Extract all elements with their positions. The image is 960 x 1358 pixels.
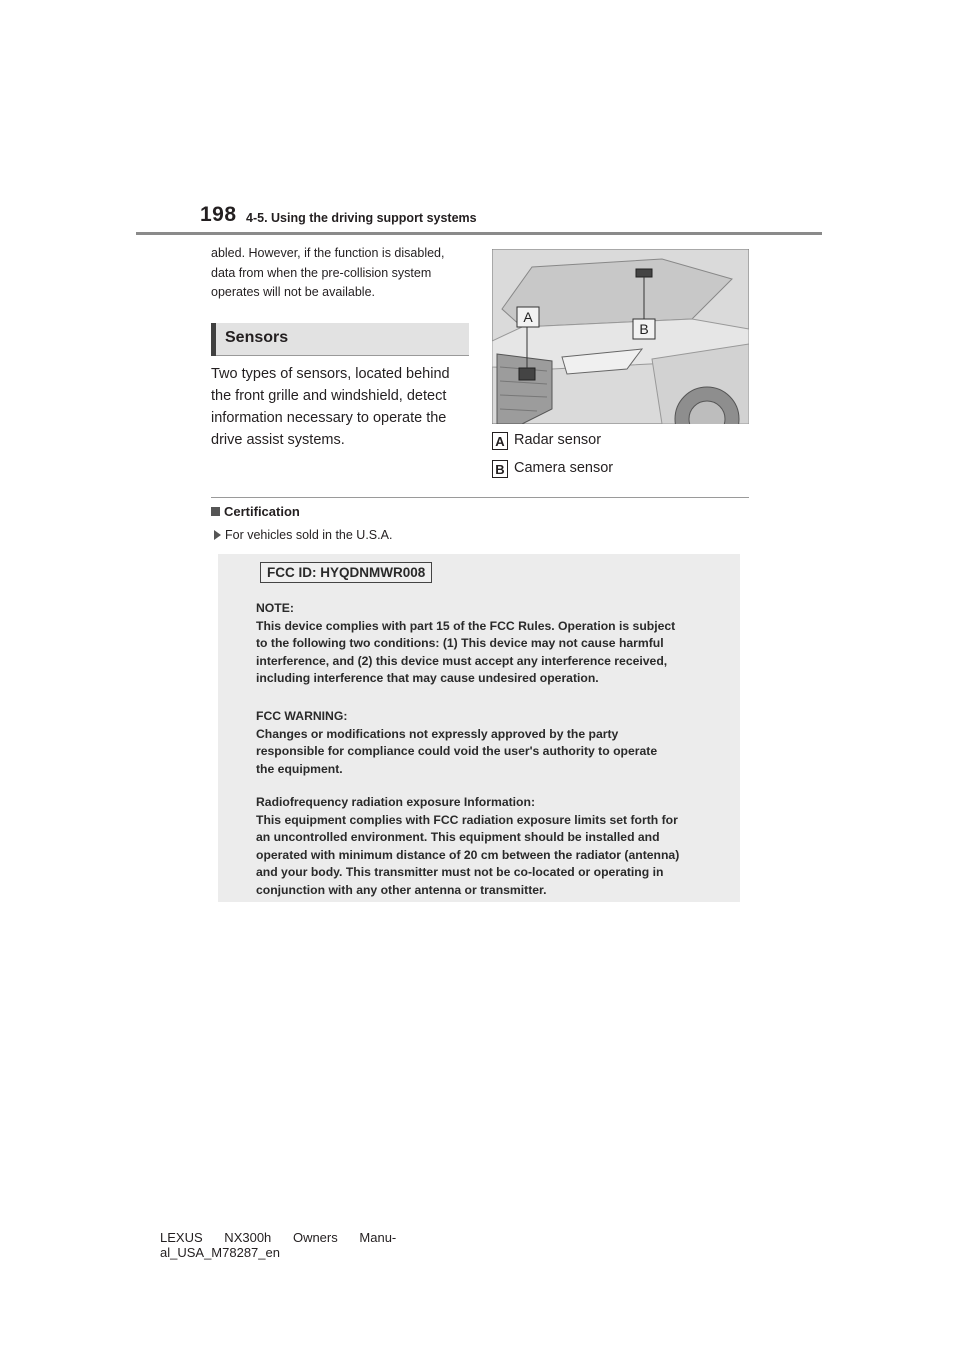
sensors-heading-text: Sensors: [225, 329, 289, 346]
fcc-id: FCC ID: HYQDNMWR008: [260, 562, 432, 583]
footer-line-1: LEXUS NX300h Owners Manu-: [160, 1230, 397, 1245]
intro-paragraph: abled. However, if the function is disabled, data from when the pre-collision system operates will not be available.: [211, 246, 445, 299]
legend-a-letter: A: [492, 432, 508, 450]
fcc-radio-line: an uncontrolled environment. This equipment should be installed and: [256, 830, 660, 845]
fcc-note-line: This device complies with part 15 of the FCC Rules. Operation is subject: [256, 618, 676, 633]
footer: [160, 1230, 396, 1260]
fcc-label-image: [218, 554, 740, 902]
footer-line-2: al_USA_M78287_en: [160, 1245, 280, 1260]
legend-b-letter: B: [492, 460, 508, 478]
usa-note: [214, 528, 392, 542]
certification-heading: [211, 504, 300, 519]
heading-accent-bar: [211, 323, 216, 356]
sensors-body-paragraph: Two types of sensors, located behind the front grille and windshield, detect information necessary to operate the drive assist systems.: [211, 366, 450, 448]
page-number: 198: [200, 203, 237, 226]
header-rule: [136, 232, 822, 235]
fcc-radio-line: This equipment complies with FCC radiation exposure limits set forth for: [256, 812, 678, 827]
triangle-bullet-icon: [214, 530, 221, 540]
fcc-warning-block: [256, 708, 726, 778]
callout-b-label: B: [639, 321, 649, 337]
fcc-note-line: including interference that may cause undesired operation.: [256, 671, 599, 686]
fcc-note-title: NOTE:: [256, 601, 294, 615]
fcc-radio-line: conjunction with any other antenna or transmitter.: [256, 882, 547, 897]
fcc-note-block: [256, 600, 726, 688]
fcc-radio-line: and your body. This transmitter must not be co-located or operating in: [256, 865, 664, 880]
usa-note-text: For vehicles sold in the U.S.A.: [225, 528, 393, 542]
fcc-warning-title: FCC WARNING:: [256, 709, 348, 723]
fcc-note-line: to the following two conditions: (1) This device may not cause harmful: [256, 636, 664, 651]
fcc-warning-line: the equipment.: [256, 761, 343, 776]
fcc-warning-line: Changes or modifications not expressly approved by the party: [256, 726, 619, 741]
fcc-radio-title: Radiofrequency radiation exposure Information:: [256, 795, 535, 809]
callout-a-label: A: [523, 309, 533, 325]
section-divider: [211, 497, 749, 498]
fcc-radio-block: [256, 794, 726, 900]
legend-b-text: Camera sensor: [514, 460, 614, 476]
car-sensor-illustration: [492, 249, 749, 424]
legend-a-text: Radar sensor: [514, 432, 602, 448]
section-title: 4-5. Using the driving support systems: [246, 211, 477, 225]
fcc-warning-line: responsible for compliance could void the user's authority to operate: [256, 744, 658, 759]
certification-heading-text: Certification: [224, 504, 300, 519]
sensors-heading: [211, 323, 469, 356]
fcc-note-line: interference, and (2) this device must accept any interference received,: [256, 653, 668, 668]
fcc-radio-line: operated with minimum distance of 20 cm between the radiator (antenna): [256, 847, 680, 862]
square-bullet-icon: [211, 507, 220, 516]
